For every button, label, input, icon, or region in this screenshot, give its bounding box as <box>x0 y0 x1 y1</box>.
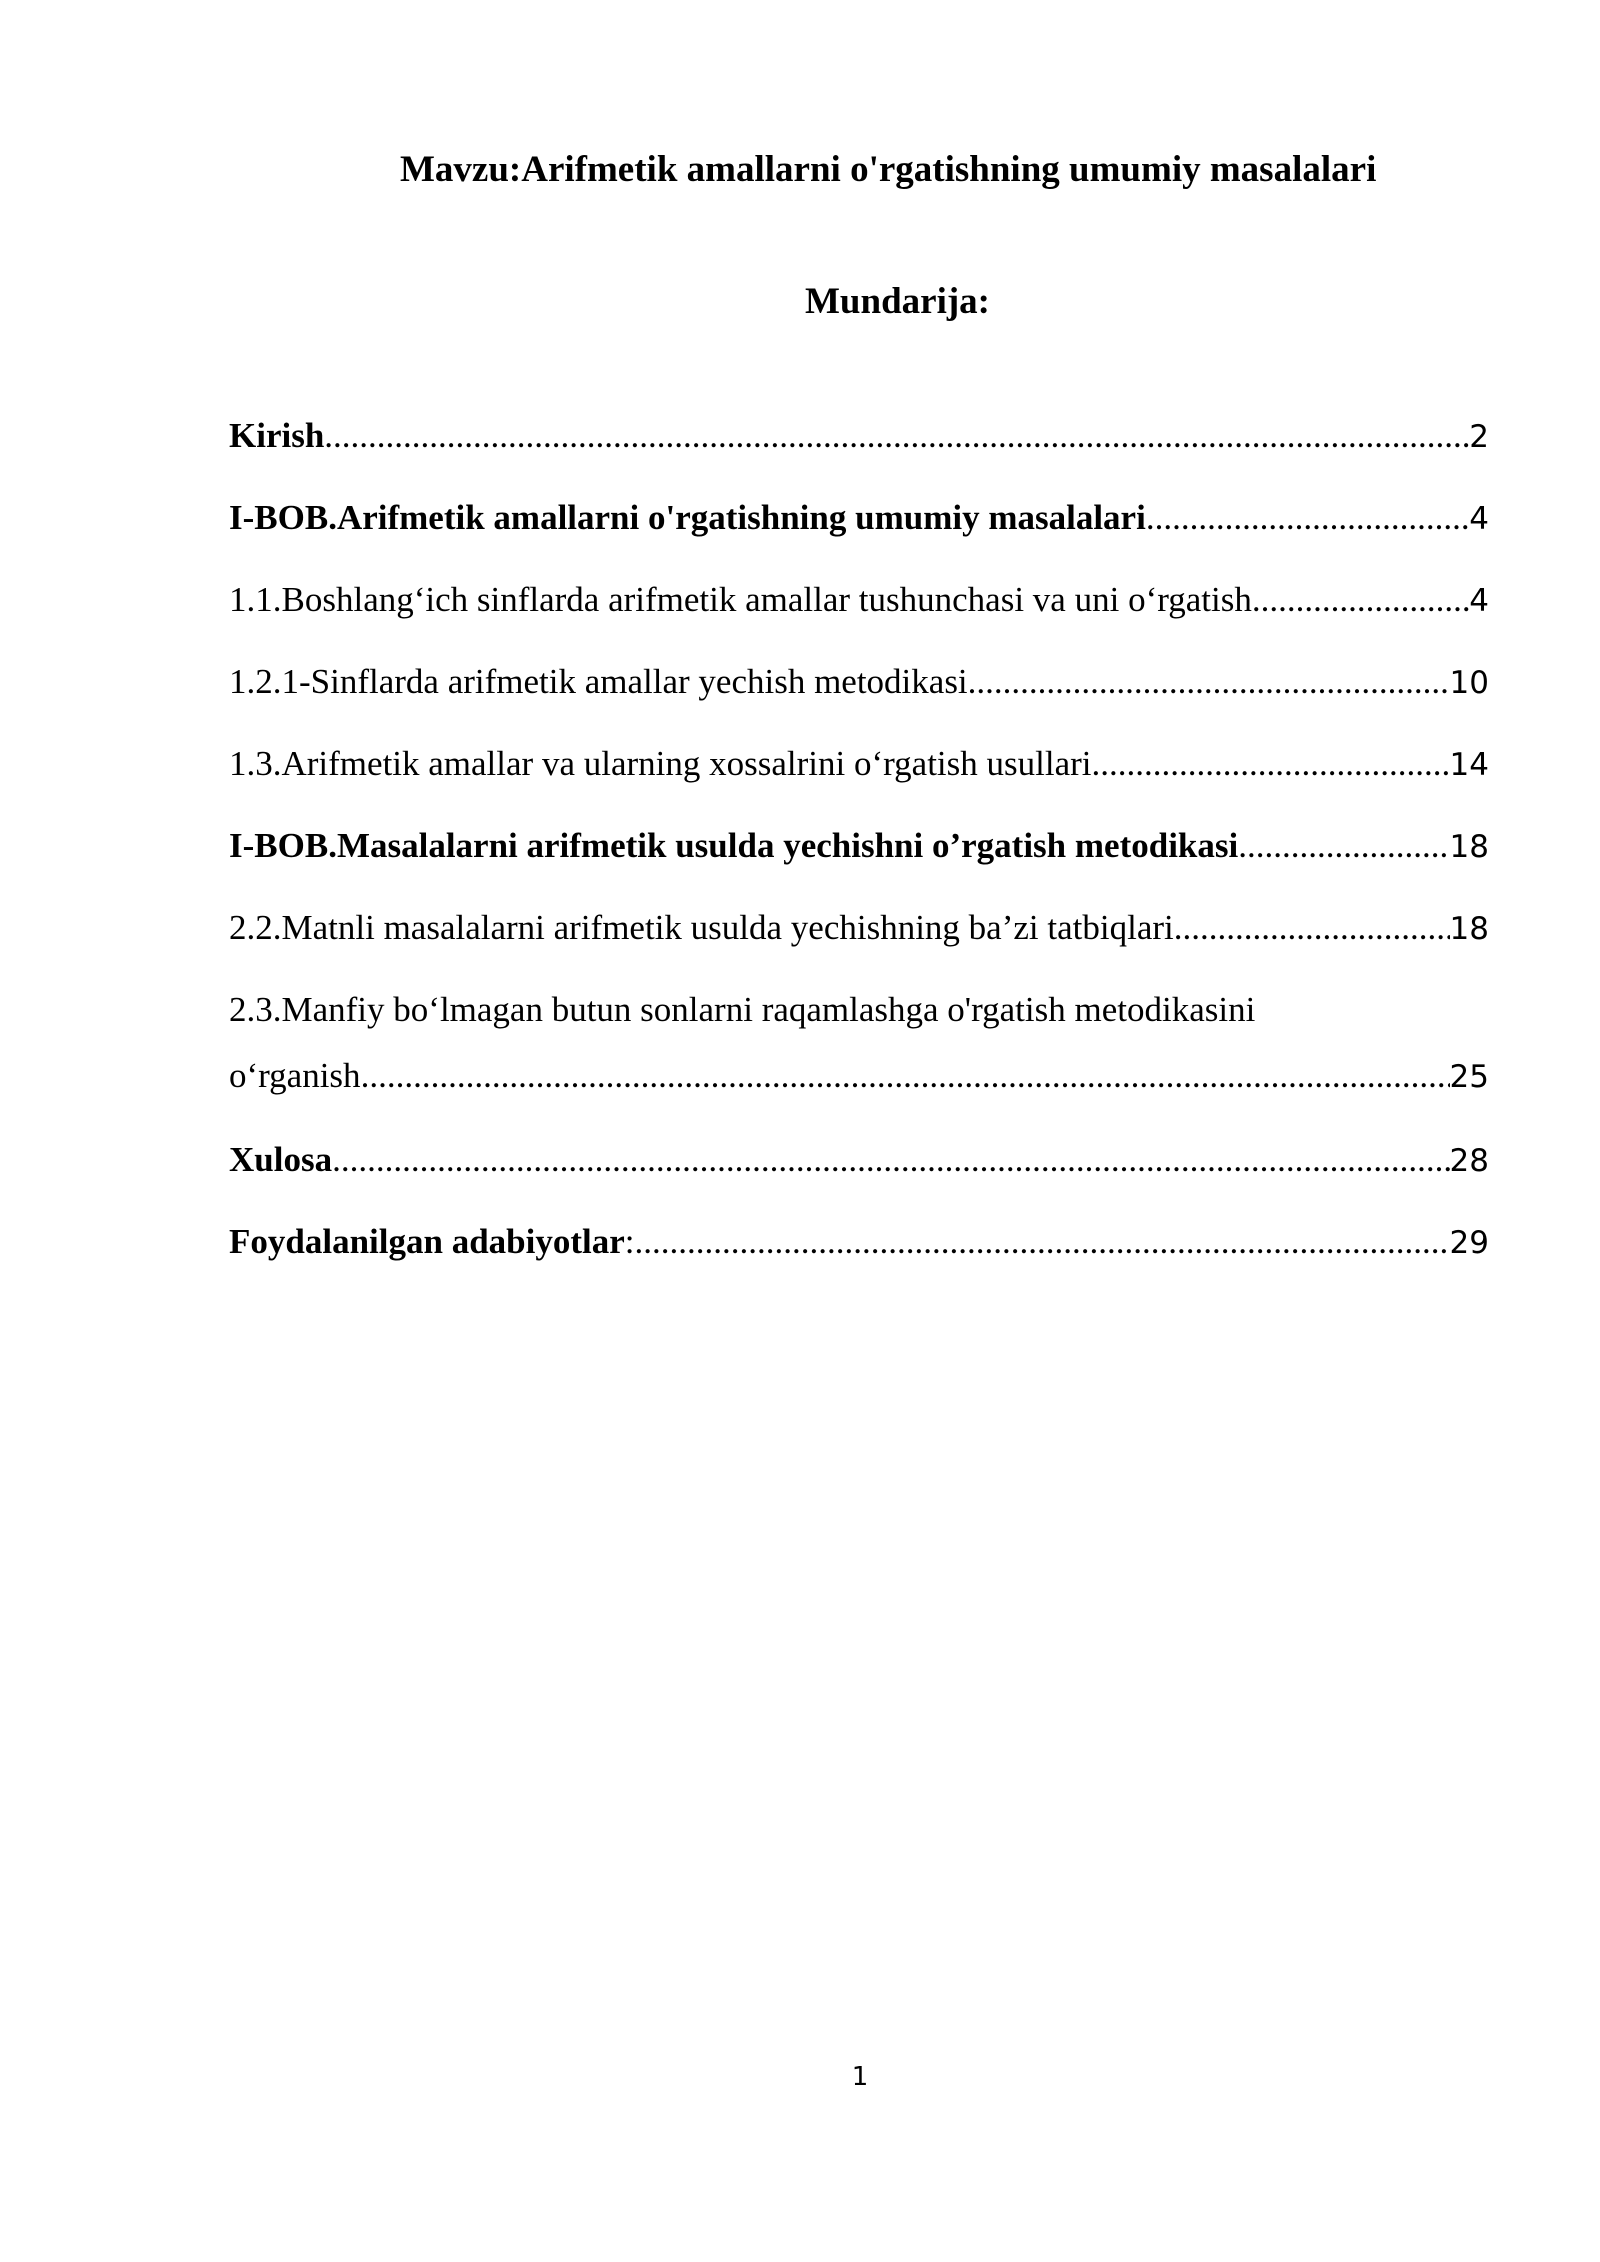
toc-leader-dots <box>332 1134 1449 1186</box>
toc-entry-section-1-2[interactable] <box>229 656 1489 738</box>
toc-entry-page: 18 <box>1449 829 1489 865</box>
toc-leader-dots <box>1238 820 1449 872</box>
toc-entry-label: Foydalanilgan adabiyotlar <box>229 1222 625 1261</box>
page-number: 1 <box>851 2062 869 2092</box>
toc-entry-page: 4 <box>1469 583 1489 619</box>
toc-entry-section-1-1[interactable] <box>229 574 1489 656</box>
toc-entry-page: 10 <box>1449 665 1489 701</box>
toc-heading-text: Mundarija: <box>805 281 990 322</box>
toc-entry-kirish[interactable] <box>229 410 1489 492</box>
toc-entry-page: 14 <box>1449 747 1489 783</box>
toc-entry-section-1-3[interactable] <box>229 738 1489 820</box>
toc-leader-dots <box>635 1216 1450 1268</box>
toc-entry-label: Kirish <box>229 416 325 455</box>
toc-entry-page: 28 <box>1449 1143 1489 1179</box>
toc-entry-label-line2: o‘rganish <box>229 1056 361 1095</box>
toc-entry-label: 1.1.Boshlang‘ich sinflarda arifmetik amallar tushunchasi va uni o‘rgatish <box>229 580 1252 619</box>
toc-entry-xulosa[interactable] <box>229 1134 1489 1216</box>
toc-entry-section-2-2[interactable] <box>229 902 1489 984</box>
toc-leader-dots <box>968 656 1450 708</box>
document-title: Mavzu:Arifmetik amallarni o'rgatishning umumiy masalalari <box>400 149 1377 190</box>
toc-leader-dots <box>324 410 1469 462</box>
toc-entry-page: 18 <box>1449 911 1489 947</box>
toc-entry-page: 29 <box>1449 1225 1489 1261</box>
toc-entry-label: 1.2.1-Sinflarda arifmetik amallar yechish metodikasi <box>229 662 968 701</box>
toc-leader-dots <box>1174 902 1450 954</box>
toc-entry-label: I-BOB.Masalalarni arifmetik usulda yechishni o’rgatish metodikasi <box>229 826 1239 865</box>
toc-entry-page: 25 <box>1449 1059 1489 1095</box>
toc-leader-dots <box>361 1050 1450 1102</box>
toc-entry-page: 4 <box>1469 501 1489 537</box>
toc-entry-label-line1: 2.3.Manfiy bo‘lmagan butun sonlarni raqamlashga o'rgatish metodikasini <box>229 990 1256 1029</box>
toc-entry-references[interactable] <box>229 1216 1489 1298</box>
toc-entry-suffix: : <box>624 1222 635 1261</box>
toc-leader-dots <box>1252 574 1469 626</box>
toc-entry-section-2-3[interactable] <box>229 984 1489 1134</box>
toc-entry-chapter-1[interactable] <box>229 492 1489 574</box>
toc-leader-dots <box>1092 738 1450 790</box>
toc-leader-dots <box>1146 492 1469 544</box>
toc-entry-label: I-BOB.Arifmetik amallarni o'rgatishning umumiy masalalari <box>229 498 1146 537</box>
toc-entry-label: Xulosa <box>229 1140 333 1179</box>
table-of-contents <box>229 410 1489 1298</box>
toc-entry-chapter-2[interactable] <box>229 820 1489 902</box>
toc-entry-label: 1.3.Arifmetik amallar va ularning xossalrini o‘rgatish usullari <box>229 744 1092 783</box>
toc-entry-page: 2 <box>1469 419 1489 455</box>
toc-entry-label: 2.2.Matnli masalalarni arifmetik usulda yechishning ba’zi tatbiqlari <box>229 908 1174 947</box>
